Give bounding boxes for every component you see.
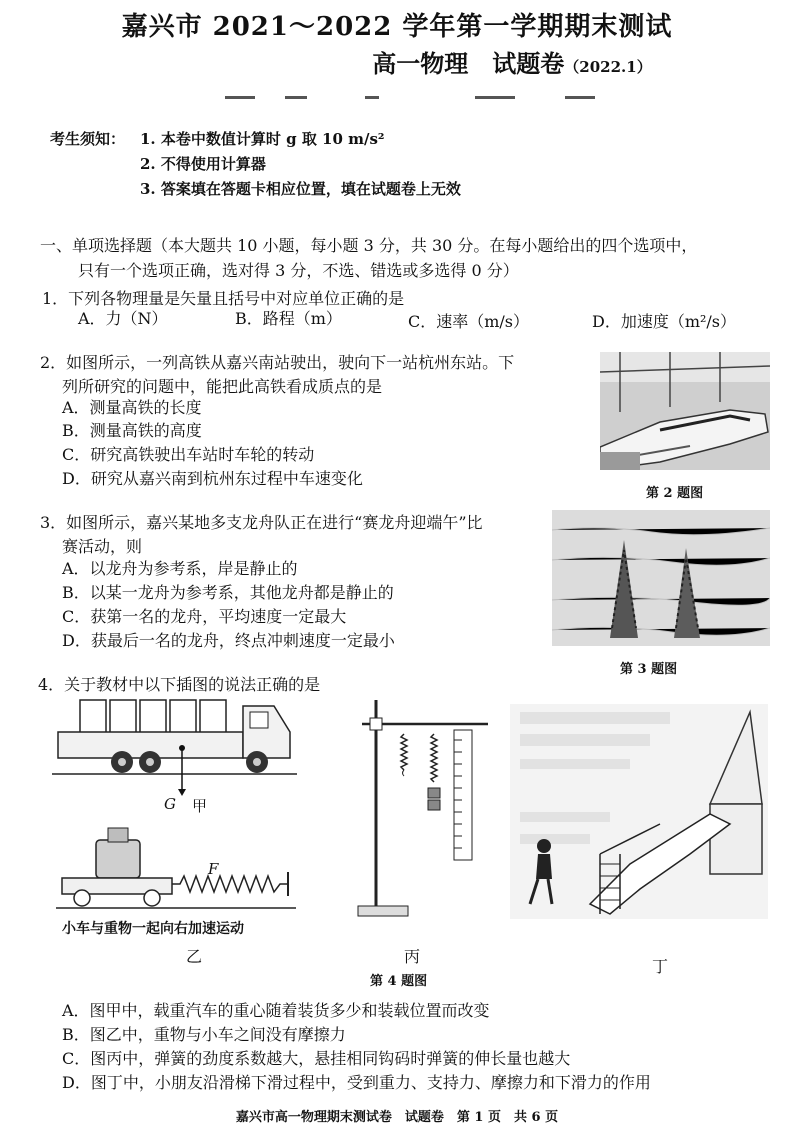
q3-option-b: B．以某一龙舟为参考系，其他龙舟都是静止的: [62, 583, 394, 602]
figure-jia-label: 甲: [192, 797, 208, 815]
q2-option-a: A．测量高铁的长度: [62, 398, 202, 417]
q4-option-d: D．图丁中，小朋友沿滑梯下滑过程中，受到重力、支持力、摩擦力和下滑力的作用: [62, 1073, 651, 1092]
exam-date: （2022.1）: [564, 58, 652, 76]
q4-option-b: B．图乙中，重物与小车之间没有摩擦力: [62, 1025, 346, 1044]
q2-option-c: C．研究高铁驶出车站时车轮的转动: [62, 445, 315, 464]
notice-item-3: 3. 答案填在答题卡相应位置，填在试题卷上无效: [140, 180, 461, 198]
q4-caption: 第 4 题图: [370, 974, 428, 989]
q4-option-a: A．图甲中，载重汽车的重心随着装货多少和装载位置而改变: [62, 1001, 490, 1020]
scan-artifact-line: [205, 92, 605, 104]
q3-option-d: D．获最后一名的龙舟，终点冲刺速度一定最小: [62, 631, 395, 650]
q3-option-c: C．获第一名的龙舟，平均速度一定最大: [62, 607, 347, 626]
dragon-boat-photo: [552, 510, 770, 646]
figure-bing-spring-stand: [352, 700, 492, 920]
figure-yi-description: 小车与重物一起向右加速运动: [62, 921, 244, 937]
exam-title: 嘉兴市 2021～2022 学年第一学期期末测试: [121, 12, 673, 42]
q3-option-a: A．以龙舟为参考系，岸是静止的: [62, 559, 298, 578]
q4-stem: 4．关于教材中以下插图的说法正确的是: [38, 675, 321, 694]
figure-jia-truck: [52, 692, 297, 782]
q2-stem-line2: 列所研究的问题中，能把此高铁看成质点的是: [62, 377, 383, 396]
q3-caption: 第 3 题图: [620, 662, 678, 677]
figure-bing-label: 丙: [404, 947, 421, 966]
q1-option-b: B．路程（m）: [235, 309, 342, 328]
q2-caption: 第 2 题图: [646, 486, 704, 501]
q1-option-a: A．力（N）: [78, 309, 168, 328]
subject-title: 高一物理 试题卷: [372, 49, 565, 78]
gravity-arrow: [178, 782, 186, 796]
train-photo: [600, 352, 770, 470]
section-instructions: 只有一个选项正确，选对得 3 分，不选、错选或多选得 0 分）: [78, 261, 519, 280]
gravity-label: G: [164, 795, 176, 813]
q1-stem: 1．下列各物理量是矢量且括号中对应单位正确的是: [42, 289, 405, 308]
notice-label: 考生须知：: [50, 130, 126, 148]
notice-item-1: 1. 本卷中数值计算时 g 取 10 m/s²: [140, 130, 385, 148]
q4-option-c: C．图丙中，弹簧的劲度系数越大，悬挂相同钩码时弹簧的伸长量也越大: [62, 1049, 571, 1068]
figure-yi-cart: [56, 822, 296, 912]
figure-ding-label: 丁: [652, 957, 669, 976]
exam-subtitle: [230, 44, 794, 79]
q2-option-b: B．测量高铁的高度: [62, 421, 202, 440]
q1-option-c: C．速率（m/s）: [408, 312, 530, 331]
q2-stem-line1: 2．如图所示，一列高铁从嘉兴南站驶出，驶向下一站杭州东站。下: [40, 353, 515, 372]
page-footer: 嘉兴市高一物理期末测试卷 试题卷 第 1 页 共 6 页: [235, 1110, 559, 1125]
figure-yi-label: 乙: [186, 947, 203, 966]
q1-option-d: D．加速度（m²/s）: [592, 312, 737, 331]
notice-item-2: 2. 不得使用计算器: [140, 155, 266, 173]
force-label: F: [208, 860, 219, 878]
figure-ding-slide-photo: [510, 704, 768, 919]
q3-stem-line1: 3．如图所示，嘉兴某地多支龙舟队正在进行“赛龙舟迎端午”比: [40, 513, 483, 532]
q3-stem-line2: 赛活动，则: [62, 537, 143, 556]
section-heading: 一、单项选择题（本大题共 10 小题，每小题 3 分，共 30 分。在每小题给出的四个选项中，: [40, 236, 698, 255]
q2-option-d: D．研究从嘉兴南到杭州东过程中车速变化: [62, 469, 363, 488]
